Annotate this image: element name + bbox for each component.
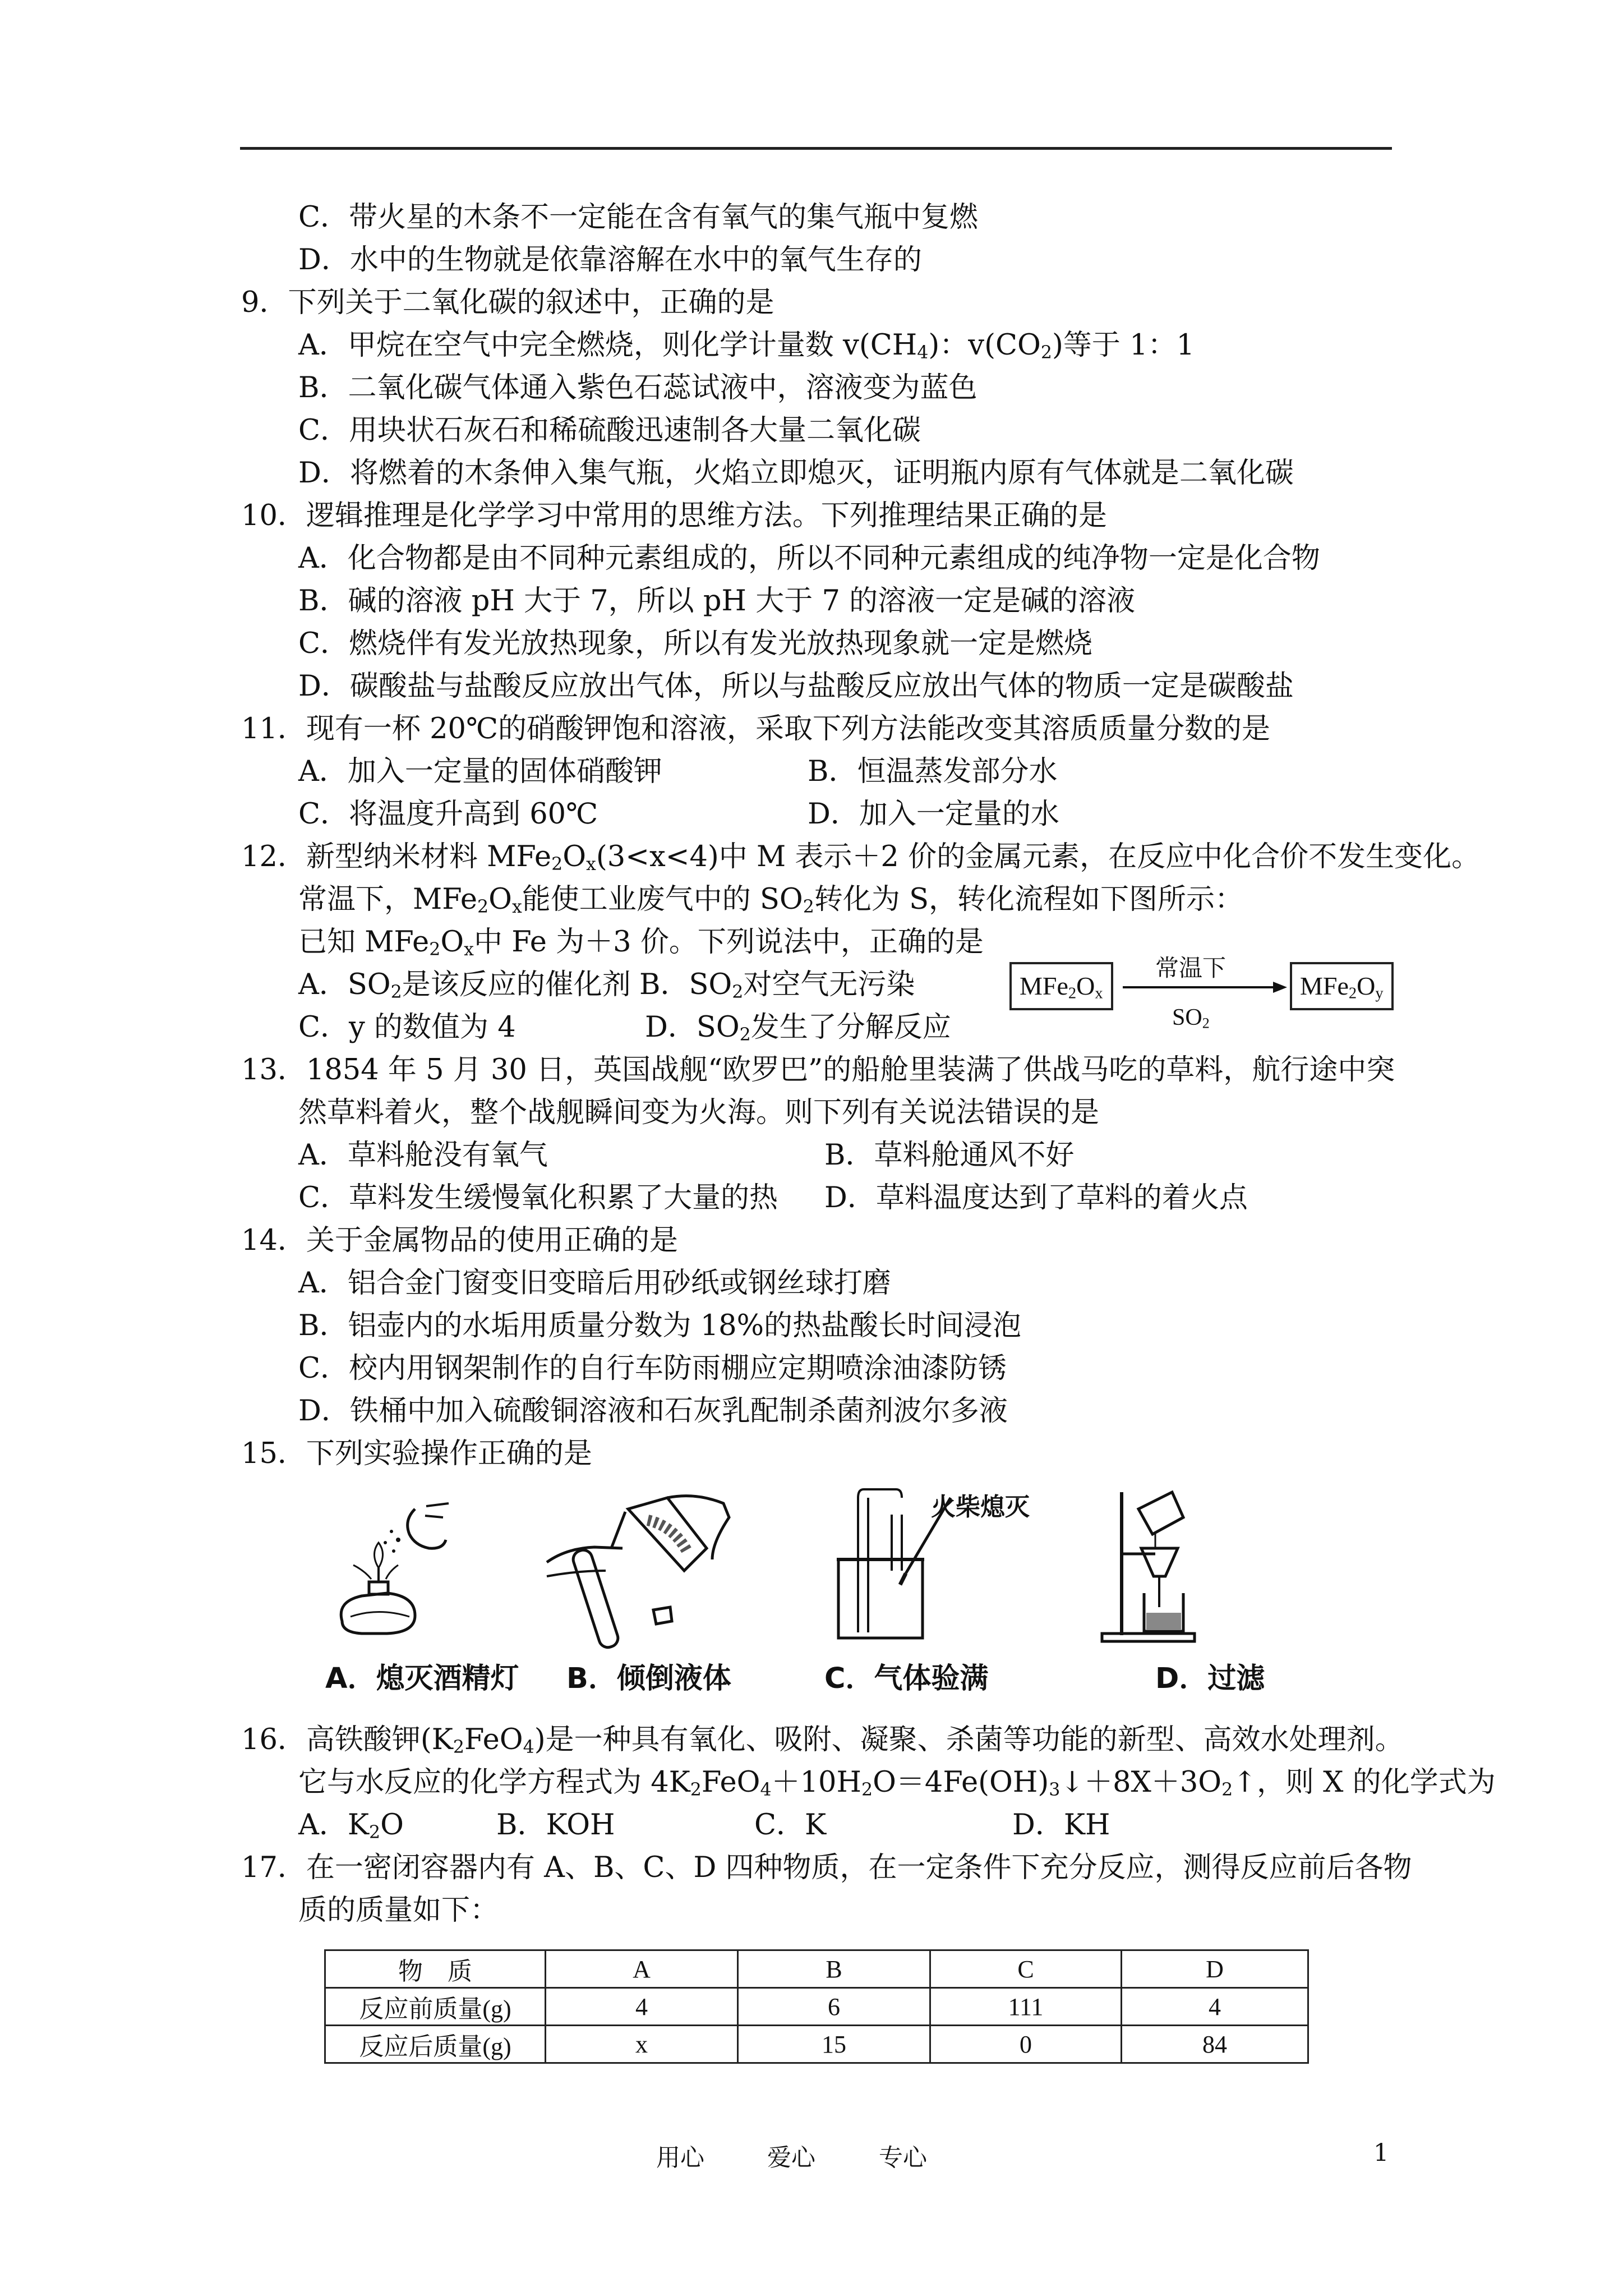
option-10c bbox=[241, 623, 1408, 665]
text: O bbox=[488, 883, 512, 916]
text: ＋10H bbox=[771, 1766, 861, 1799]
question-text: 9．下列关于二氧化碳的叙述中，正确的是 bbox=[241, 286, 774, 319]
footer-text: 用心 bbox=[656, 2144, 704, 2172]
subscript: 2 bbox=[803, 896, 814, 917]
subscript: 2 bbox=[477, 896, 489, 917]
text: O bbox=[1357, 972, 1376, 1000]
option-10b bbox=[241, 580, 1408, 623]
option-text: C．用块状石灰石和稀硫酸迅速制各大量二氧化碳 bbox=[298, 414, 921, 447]
subscript: 2 bbox=[368, 1822, 381, 1843]
subscript: 2 bbox=[551, 854, 563, 875]
reactant-box bbox=[1009, 962, 1113, 1010]
option-text: D．铁桶中加入硫酸铜溶液和石灰乳配制杀菌剂波尔多液 bbox=[298, 1395, 1008, 1428]
text: )：v(CO bbox=[928, 329, 1041, 362]
table-header-cell: D bbox=[1122, 1950, 1308, 1988]
subscript: x bbox=[511, 896, 522, 917]
figure-b-caption: B．倾倒液体 bbox=[566, 1662, 731, 1695]
question-text: 17．在一密闭容器内有 A、B、C、D 四种物质，在一定条件下充分反应，测得反应前后各物 bbox=[241, 1851, 1412, 1884]
table-cell: 15 bbox=[738, 2026, 930, 2063]
text: FeO bbox=[701, 1766, 760, 1799]
text: O bbox=[380, 1809, 404, 1842]
question-17 bbox=[241, 1847, 1412, 1889]
subscript: 2 bbox=[732, 982, 744, 1002]
table-header-cell: A bbox=[546, 1950, 738, 1988]
option-9b bbox=[241, 367, 1408, 409]
subscript: 2 bbox=[453, 1737, 465, 1757]
question-9 bbox=[241, 282, 1408, 324]
table-cell: 0 bbox=[930, 2026, 1122, 2063]
text: 中 Fe 为＋3 价。下列说法中，正确的是 bbox=[473, 926, 984, 959]
text: ↑，则 X 的化学式为 bbox=[1233, 1766, 1496, 1799]
figure-c bbox=[824, 1487, 1082, 1722]
subscript: 2 bbox=[1040, 342, 1052, 363]
text: D．SO bbox=[645, 1011, 740, 1044]
table-row bbox=[325, 2026, 1308, 2063]
option-10d bbox=[241, 665, 1408, 708]
text: O bbox=[1076, 972, 1095, 1000]
option-16b: B．KOH bbox=[496, 1809, 615, 1842]
product-box bbox=[1290, 962, 1394, 1010]
question-text: 15．下列实验操作正确的是 bbox=[241, 1437, 592, 1470]
option-14a bbox=[241, 1262, 1408, 1305]
text: FeO bbox=[464, 1723, 523, 1756]
subscript: 3 bbox=[1049, 1779, 1061, 1800]
table-cell: 反应前质量(g) bbox=[325, 1988, 546, 2026]
option-9a bbox=[241, 324, 1408, 367]
option-text: D．草料温度达到了草料的着火点 bbox=[824, 1181, 1248, 1214]
option-12d bbox=[645, 1006, 951, 1049]
footer-text: 专心 bbox=[879, 2144, 927, 2172]
table-cell: x bbox=[546, 2026, 738, 2063]
table-header-row bbox=[325, 1950, 1308, 1988]
subscript: 4 bbox=[760, 1779, 772, 1800]
option-text: C．校内用钢架制作的自行车防雨棚应定期喷涂油漆防锈 bbox=[298, 1352, 1007, 1385]
table-cell: 4 bbox=[1122, 1988, 1308, 2026]
subscript: 2 bbox=[690, 1779, 702, 1800]
option-12b bbox=[639, 964, 915, 1006]
text: 常温下，MFe bbox=[298, 883, 477, 916]
subscript: 2 bbox=[861, 1779, 873, 1800]
text: 是该反应的催化剂 bbox=[402, 968, 631, 1001]
option-row-13ab bbox=[241, 1134, 1408, 1177]
table-header-cell: 物 质 bbox=[325, 1950, 546, 1988]
table-cell: 84 bbox=[1122, 2026, 1308, 2063]
subscript: y bbox=[1375, 984, 1384, 1002]
option-row-13cd bbox=[241, 1177, 1408, 1220]
subscript: x bbox=[464, 939, 474, 960]
option-text: A．草料舱没有氧气 bbox=[298, 1139, 548, 1172]
option-text: C．y 的数值为 4 bbox=[298, 1011, 516, 1044]
text: 对空气无污染 bbox=[743, 968, 915, 1001]
figure-d bbox=[1099, 1487, 1357, 1722]
text: 发生了分解反应 bbox=[750, 1011, 951, 1044]
option-text: C．草料发生缓慢氧化积累了大量的热 bbox=[298, 1181, 778, 1214]
subscript: x bbox=[1095, 984, 1103, 1002]
table-cell: 111 bbox=[930, 1988, 1122, 2026]
question-10 bbox=[241, 495, 1408, 537]
option-9c bbox=[241, 409, 1408, 452]
option-text: C．将温度升高到 60℃ bbox=[298, 798, 598, 831]
option-16a bbox=[298, 1809, 404, 1842]
option-text: B．碱的溶液 pH 大于 7，所以 pH 大于 7 的溶液一定是碱的溶液 bbox=[298, 585, 1136, 618]
text: B．SO bbox=[639, 968, 732, 1001]
question-12-line3 bbox=[241, 921, 1408, 964]
option-9d bbox=[241, 452, 1408, 495]
text: )等于 1：1 bbox=[1052, 329, 1195, 362]
option-14c bbox=[241, 1347, 1408, 1390]
option-8c bbox=[241, 196, 1408, 239]
option-16d: D．KH bbox=[1012, 1809, 1110, 1842]
subscript: 2 bbox=[739, 1024, 751, 1045]
option-row-16 bbox=[241, 1804, 1408, 1847]
subscript: 2 bbox=[1348, 984, 1357, 1002]
question-13 bbox=[241, 1049, 1408, 1092]
subscript: 2 bbox=[429, 939, 441, 960]
subscript: x bbox=[586, 854, 596, 875]
text: 能使工业废气中的 SO bbox=[522, 883, 803, 916]
text: (3<x<4)中 M 表示＋2 价的金属元素，在反应中化合价不发生变化。 bbox=[596, 840, 1481, 873]
page-number: 1 bbox=[1373, 2139, 1389, 2167]
question-11 bbox=[241, 708, 1408, 751]
question-text: 13．1854 年 5 月 30 日，英国战舰“欧罗巴”的船舱里装满了供战马吃的草料，航行途中突 bbox=[241, 1053, 1395, 1087]
text: 16．高铁酸钾(K bbox=[241, 1723, 453, 1756]
question-text: 10．逻辑推理是化学学习中常用的思维方法。下列推理结果正确的是 bbox=[241, 499, 1107, 532]
option-text: D．水中的生物就是依靠溶解在水中的氧气生存的 bbox=[298, 243, 922, 277]
question-content bbox=[241, 196, 1496, 1932]
option-16c: C．K bbox=[754, 1809, 827, 1842]
text: O＝4Fe(OH) bbox=[873, 1766, 1049, 1799]
question-12 bbox=[241, 836, 1481, 878]
option-text: A．加入一定量的固体硝酸钾 bbox=[298, 755, 662, 788]
option-8d bbox=[241, 239, 1408, 282]
footer-text: 爱心 bbox=[767, 2144, 815, 2172]
figure-d-caption: D．过滤 bbox=[1155, 1662, 1265, 1695]
option-text: D．加入一定量的水 bbox=[808, 798, 1059, 831]
question-text: 然草料着火，整个战舰瞬间变为火海。则下列有关说法错误的是 bbox=[298, 1096, 1100, 1129]
table-header-cell: B bbox=[738, 1950, 930, 1988]
table-cell: 6 bbox=[738, 1988, 930, 2026]
alcohol-lamp-blowing-icon bbox=[331, 1487, 465, 1649]
text: 已知 MFe bbox=[298, 926, 430, 959]
text: 12．新型纳米材料 MFe bbox=[241, 840, 552, 873]
option-14d bbox=[241, 1390, 1408, 1433]
text: 转化为 S，转化流程如下图所示： bbox=[814, 883, 1244, 916]
option-text: C．带火星的木条不一定能在含有氧气的集气瓶中复燃 bbox=[298, 201, 979, 234]
option-text: B．恒温蒸发部分水 bbox=[808, 755, 1058, 788]
question-13-line2 bbox=[241, 1092, 1408, 1134]
option-text: C．燃烧伴有发光放热现象，所以有发光放热现象就一定是燃烧 bbox=[298, 627, 1093, 660]
question-14 bbox=[241, 1220, 1408, 1262]
text: A．SO bbox=[298, 968, 391, 1001]
mass-table bbox=[324, 1949, 1309, 2064]
figure-c-caption: C．气体验满 bbox=[824, 1662, 989, 1695]
text: A．甲烷在空气中完全燃烧，则化学计量数 v(CH bbox=[298, 329, 917, 362]
question-16-equation bbox=[241, 1761, 1496, 1804]
text: O bbox=[562, 840, 587, 873]
subscript: 2 bbox=[1202, 1015, 1210, 1032]
table-cell: 反应后质量(g) bbox=[325, 2026, 546, 2063]
text: MFe bbox=[1020, 972, 1068, 1000]
question-text: 11．现有一杯 20℃的硝酸钾饱和溶液，采取下列方法能改变其溶质质量分数的是 bbox=[241, 712, 1271, 746]
option-text: B．草料舱通风不好 bbox=[824, 1139, 1075, 1172]
figure-b bbox=[544, 1487, 802, 1722]
subscript: 2 bbox=[1221, 1779, 1233, 1800]
figure-c-label: 火柴熄灭 bbox=[931, 1493, 1030, 1521]
text: SO bbox=[1172, 1005, 1202, 1030]
question-16 bbox=[241, 1719, 1408, 1761]
table-row bbox=[325, 1988, 1308, 2026]
text: A．K bbox=[298, 1809, 369, 1842]
table-header-cell: C bbox=[930, 1950, 1122, 1988]
header-rule bbox=[240, 147, 1392, 150]
question-text: 14．关于金属物品的使用正确的是 bbox=[241, 1224, 678, 1257]
question-17-line2 bbox=[241, 1889, 1408, 1932]
text: )是一种具有氧化、吸附、凝聚、杀菌等功能的新型、高效水处理剂。 bbox=[534, 1723, 1404, 1756]
option-row-11cd bbox=[241, 793, 1408, 836]
question-15 bbox=[241, 1433, 1408, 1475]
filtration-setup-icon bbox=[1099, 1487, 1245, 1649]
reaction-condition: 常温下 bbox=[1155, 954, 1227, 982]
table-cell: 4 bbox=[546, 1988, 738, 2026]
question-12-line2 bbox=[241, 878, 1408, 921]
option-row-11ab bbox=[241, 751, 1408, 793]
option-text: D．将燃着的木条伸入集气瓶，火焰立即熄灭，证明瓶内原有气体就是二氧化碳 bbox=[298, 457, 1294, 490]
text: O bbox=[440, 926, 464, 959]
text: 它与水反应的化学方程式为 4K bbox=[298, 1766, 690, 1799]
option-14b bbox=[241, 1305, 1408, 1347]
option-text: B．铝壶内的水垢用质量分数为 18%的热盐酸长时间浸泡 bbox=[298, 1309, 1022, 1342]
text: MFe bbox=[1300, 972, 1349, 1000]
reaction-reagent bbox=[1172, 1004, 1210, 1031]
subscript: 2 bbox=[390, 982, 402, 1002]
figure-a-caption: A．熄灭酒精灯 bbox=[325, 1662, 519, 1695]
reaction-flow-diagram bbox=[1009, 954, 1402, 1041]
subscript: 2 bbox=[1068, 984, 1077, 1002]
subscript: 4 bbox=[523, 1737, 534, 1757]
question-text: 质的质量如下： bbox=[298, 1894, 499, 1927]
option-text: D．碳酸盐与盐酸反应放出气体，所以与盐酸反应放出气体的物质一定是碳酸盐 bbox=[298, 670, 1294, 703]
option-text: B．二氧化碳气体通入紫色石蕊试液中，溶液变为蓝色 bbox=[298, 371, 978, 404]
option-text: A．铝合金门窗变旧变暗后用砂纸或钢丝球打磨 bbox=[298, 1267, 891, 1300]
text: ↓＋8X＋3O bbox=[1060, 1766, 1222, 1799]
pouring-liquid-icon bbox=[544, 1487, 746, 1649]
experiment-figures bbox=[241, 1487, 1408, 1722]
option-10a bbox=[241, 537, 1408, 580]
option-text: A．化合物都是由不同种元素组成的，所以不同种元素组成的纯净物一定是化合物 bbox=[298, 542, 1320, 575]
subscript: 4 bbox=[917, 342, 929, 363]
